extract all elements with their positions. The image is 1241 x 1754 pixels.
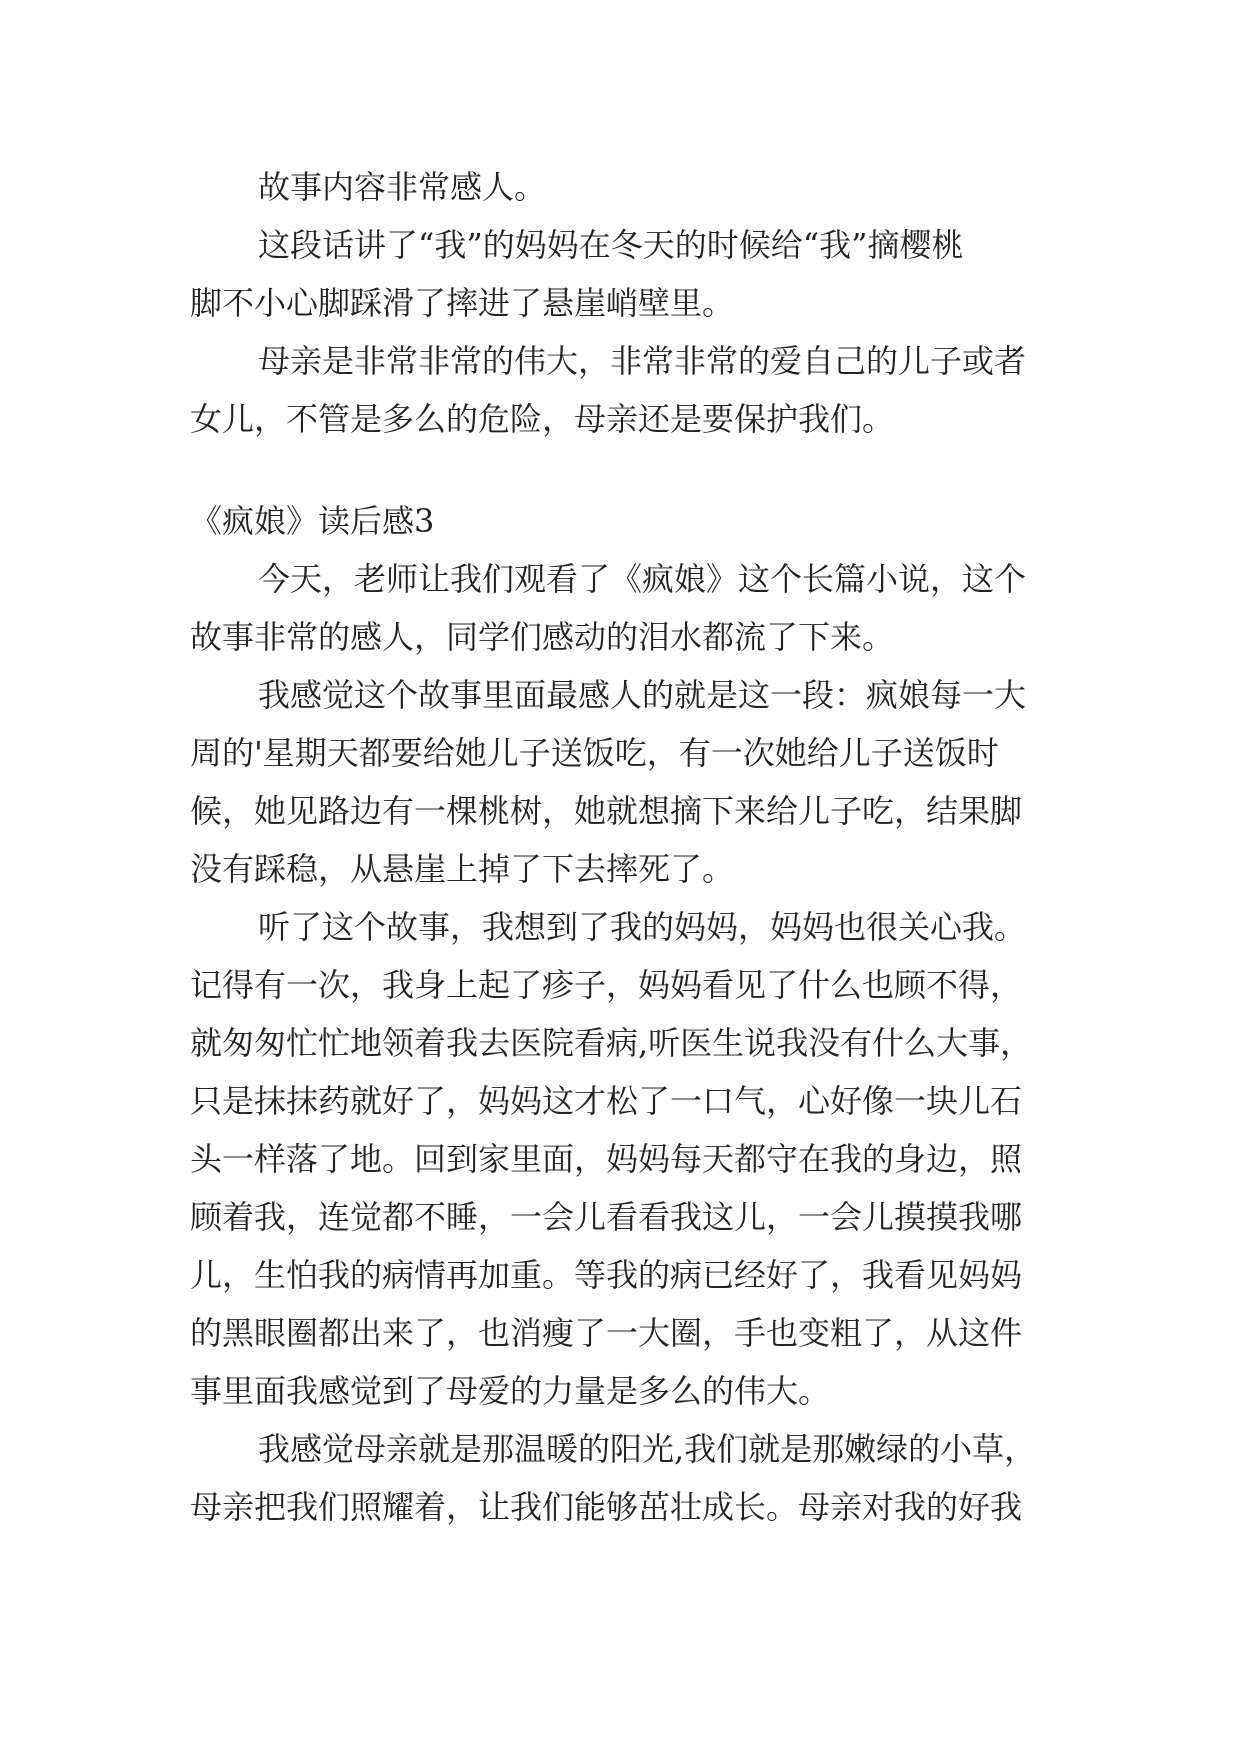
paragraph-line: 这段话讲了“我”的妈妈在冬天的时候给“我”摘樱桃 <box>258 226 964 264</box>
paragraph-line: 故事内容非常感人。 <box>258 168 547 206</box>
paragraph-line: 我感觉母亲就是那温暖的阳光,我们就是那嫩绿的小草， <box>258 1430 1037 1468</box>
paragraph-line: 儿，生怕我的病情再加重。等我的病已经好了，我看见妈妈 <box>190 1256 1023 1294</box>
paragraph-line: 只是抹抹药就好了，妈妈这才松了一口气，心好像一块儿石 <box>190 1082 1023 1120</box>
paragraph-line: 我感觉这个故事里面最感人的就是这一段：疯娘每一大 <box>258 676 1027 714</box>
paragraph-line: 就匆匆忙忙地领着我去医院看病,听医生说我没有什么大事， <box>190 1024 1033 1062</box>
section-gap <box>190 448 1050 492</box>
paragraph-line: 事里面我感觉到了母爱的力量是多么的伟大。 <box>190 1372 831 1410</box>
paragraph-line: 周的'星期天都要给她儿子送饭吃，有一次她给儿子送饭时 <box>190 734 999 772</box>
paragraph-line: 母亲把我们照耀着，让我们能够茁壮成长。母亲对我的好我 <box>190 1488 1023 1526</box>
paragraph-line: 听了这个故事，我想到了我的妈妈，妈妈也很关心我。 <box>258 908 1027 946</box>
paragraph-line: 母亲是非常非常的伟大，非常非常的爱自己的儿子或者 <box>258 342 1027 380</box>
paragraph-line: 头一样落了地。回到家里面，妈妈每天都守在我的身边，照 <box>190 1140 1023 1178</box>
paragraph-line: 记得有一次，我身上起了疹子，妈妈看见了什么也顾不得， <box>190 966 1023 1004</box>
paragraph-line: 脚不小心脚踩滑了摔进了悬崖峭壁里。 <box>190 284 735 322</box>
paragraph-line: 故事非常的感人，同学们感动的泪水都流了下来。 <box>190 618 895 656</box>
paragraph-line: 的黑眼圈都出来了，也消瘦了一大圈，手也变粗了，从这件 <box>190 1314 1023 1352</box>
document-body <box>190 158 1050 1536</box>
section-heading: 《疯娘》读后感3 <box>190 502 435 540</box>
paragraph-line: 顾着我，连觉都不睡，一会儿看看我这儿，一会儿摸摸我哪 <box>190 1198 1023 1236</box>
paragraph-line: 候，她见路边有一棵桃树，她就想摘下来给儿子吃，结果脚 <box>190 792 1023 830</box>
paragraph-line: 女儿，不管是多么的危险，母亲还是要保护我们。 <box>190 400 895 438</box>
paragraph-line: 没有踩稳，从悬崖上掉了下去摔死了。 <box>190 850 735 888</box>
paragraph-line: 今天，老师让我们观看了《疯娘》这个长篇小说，这个 <box>258 560 1027 598</box>
